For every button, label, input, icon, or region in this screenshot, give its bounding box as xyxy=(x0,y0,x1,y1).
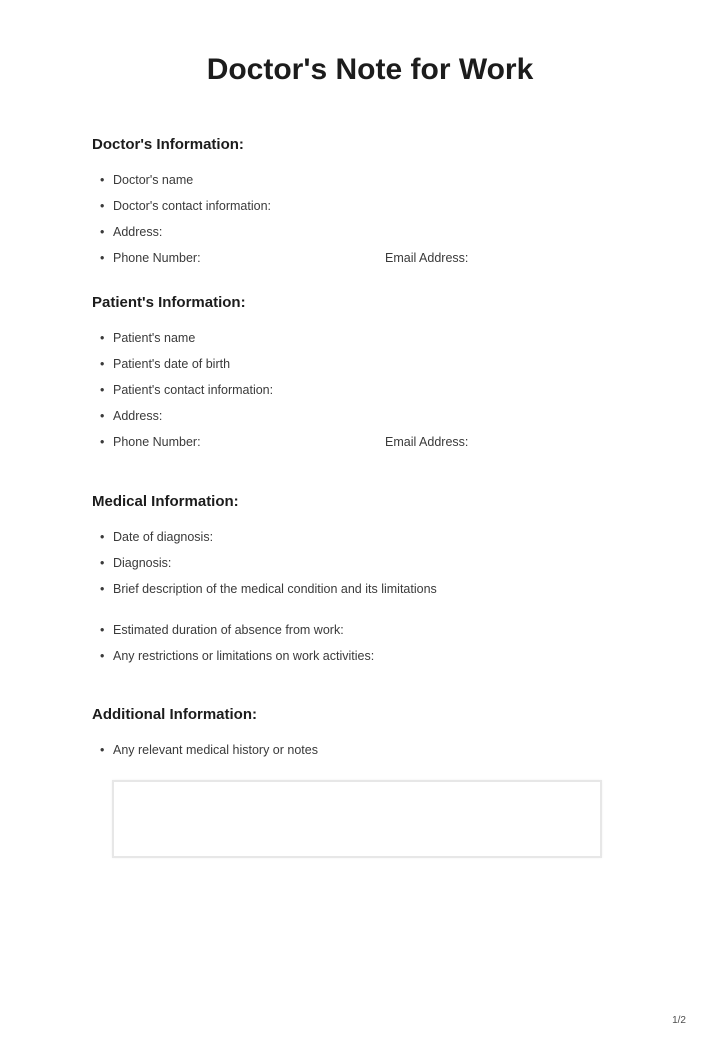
document-page xyxy=(0,52,720,1048)
notes-textarea[interactable] xyxy=(112,780,602,858)
list-item-label: Address: xyxy=(113,225,163,239)
document-section xyxy=(92,706,648,768)
list-item xyxy=(92,434,648,450)
list-item-label: Diagnosis: xyxy=(113,556,172,570)
list-item-label: Phone Number: xyxy=(113,251,201,265)
list-item xyxy=(92,742,648,758)
list-item-label: Doctor's name xyxy=(113,173,194,187)
list-item xyxy=(92,581,648,597)
list-item-label: Patient's name xyxy=(113,331,196,345)
list-item xyxy=(92,172,648,188)
list-item-label: Doctor's contact information: xyxy=(113,199,272,213)
list-item xyxy=(92,648,648,664)
list-item xyxy=(92,330,648,346)
section-heading: Doctor's Information: xyxy=(92,136,244,153)
list-item-label: Any restrictions or limitations on work activities: xyxy=(113,649,375,663)
list-item-label: Phone Number: xyxy=(113,435,201,449)
document-section xyxy=(92,493,648,674)
list-item-label: Estimated duration of absence from work: xyxy=(113,623,344,637)
section-list xyxy=(92,330,648,460)
section-heading: Patient's Information: xyxy=(92,294,246,311)
section-heading: Medical Information: xyxy=(92,493,239,510)
list-item-right-label: Email Address: xyxy=(385,251,469,265)
document-title: Doctor's Note for Work xyxy=(206,53,534,86)
list-item-right-label: Email Address: xyxy=(385,435,469,449)
sections xyxy=(92,136,648,768)
list-item xyxy=(92,555,648,571)
section-heading: Additional Information: xyxy=(92,706,257,723)
list-item xyxy=(92,622,648,638)
list-item-label: Date of diagnosis: xyxy=(113,530,214,544)
list-item-label: Any relevant medical history or notes xyxy=(113,743,318,757)
list-item xyxy=(92,224,648,240)
list-item xyxy=(92,408,648,424)
list-item xyxy=(92,198,648,214)
list-item-label: Brief description of the medical condition and its limitations xyxy=(113,582,437,596)
section-list xyxy=(92,172,648,276)
list-item xyxy=(92,356,648,372)
document-section xyxy=(92,136,648,276)
list-item-label: Patient's date of birth xyxy=(113,357,231,371)
document-section xyxy=(92,294,648,460)
page-number-indicator: 1/2 xyxy=(672,1015,686,1026)
list-item-label: Address: xyxy=(113,409,163,423)
list-item-label: Patient's contact information: xyxy=(113,383,274,397)
section-list xyxy=(92,529,648,674)
list-item xyxy=(92,382,648,398)
list-item xyxy=(92,529,648,545)
list-item xyxy=(92,250,648,266)
section-list xyxy=(92,742,648,768)
